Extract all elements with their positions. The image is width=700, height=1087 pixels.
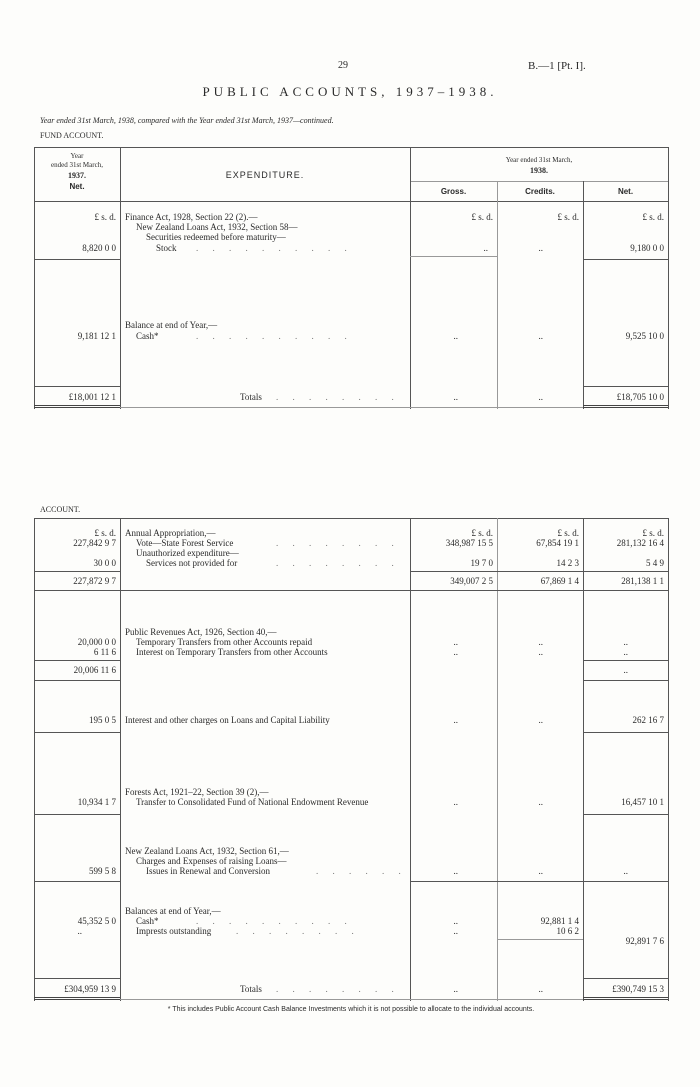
row-label: Finance Act, 1928, Section 22 (2).—: [125, 212, 258, 222]
table-cell: ..: [453, 866, 458, 876]
row-label: Securities redeemed before maturity—: [146, 232, 286, 242]
row-label: Cash*: [136, 331, 159, 341]
table-cell: 227,842 9 7: [73, 538, 116, 548]
fund-account-label: FUND ACCOUNT.: [40, 131, 104, 140]
table-cell: 281,132 16 4: [616, 538, 664, 548]
row-label: Charges and Expenses of raising Loans—: [136, 856, 287, 866]
table-cell: 6 11 6: [93, 647, 116, 657]
table-cell: 14 2 3: [556, 558, 579, 568]
table-cell: ..: [453, 331, 458, 341]
row-label: Balance at end of Year,—: [125, 320, 218, 330]
table-cell: ..: [453, 637, 458, 647]
table-cell: ..: [538, 866, 543, 876]
unit-prev: £ s. d.: [94, 212, 116, 222]
totals-net: £18,705 10 0: [616, 392, 664, 402]
table-cell: 20,000 0 0: [77, 637, 116, 647]
row-label: Unauthorized expenditure—: [136, 548, 239, 558]
subtotal-cell: 349,007 2 5: [450, 576, 493, 586]
leader-dots: . . . . . . . .: [276, 984, 400, 994]
table-cell: ..: [623, 647, 628, 657]
row-label: Temporary Transfers from other Accounts repaid: [136, 637, 313, 647]
table-cell: 10,934 1 7: [77, 797, 116, 807]
row-label: Forests Act, 1921–22, Section 39 (2),—: [125, 787, 269, 797]
table-cell: ..: [453, 916, 458, 926]
leader-dots: . . . . . . . .: [276, 558, 400, 568]
page-subtitle: Year ended 31st March, 1938, compared with the Year ended 31st March, 1937—continued.: [40, 116, 334, 125]
column-header-prev-year-line2: ended 31st March,: [51, 161, 103, 169]
document-reference: B.—1 [Pt. I].: [528, 60, 586, 72]
table-cell: 16,457 10 1: [621, 797, 664, 807]
column-header-gross: Gross.: [440, 187, 467, 196]
leader-dots: . . . . . . . . . .: [196, 916, 353, 926]
table-cell: 195 0 5: [89, 715, 116, 725]
subtotal-cell: ..: [623, 665, 628, 675]
table-cell: ..: [538, 331, 543, 341]
table-cell: ..: [453, 647, 458, 657]
column-header-prev-year: 1937.: [68, 171, 86, 180]
table-cell: 262 16 7: [632, 715, 664, 725]
subtotal-cell: 227,872 9 7: [73, 576, 116, 586]
row-label: Interest and other charges on Loans and Capital Liability: [125, 715, 330, 725]
totals-gross: ..: [453, 984, 458, 994]
row-label: New Zealand Loans Act, 1932, Section 58—: [136, 222, 298, 232]
table-cell: 8,820 0 0: [82, 243, 116, 253]
row-label: Transfer to Consolidated Fund of National Endowment Revenue: [136, 797, 369, 807]
leader-dots: . . . . . .: [316, 866, 407, 876]
row-label: Stock: [156, 243, 177, 253]
row-label: Public Revenues Act, 1926, Section 40,—: [125, 627, 277, 637]
table-cell: ..: [483, 243, 488, 253]
table-cell: ..: [77, 926, 82, 936]
table-cell: ..: [538, 637, 543, 647]
table-cell: ..: [453, 797, 458, 807]
leader-dots: . . . . . . . .: [276, 392, 400, 402]
column-header-prev-net: Net.: [69, 182, 85, 191]
totals-prev: £18,001 12 1: [68, 392, 116, 402]
unit-credits: £ s. d.: [557, 212, 579, 222]
table-cell: ..: [453, 926, 458, 936]
page-number: 29: [338, 60, 348, 71]
totals-gross: ..: [453, 392, 458, 402]
totals-credits: ..: [538, 984, 543, 994]
table-cell: ..: [538, 715, 543, 725]
table-cell: 5 4 9: [646, 558, 664, 568]
row-label: Annual Appropriation,—: [125, 528, 216, 538]
column-header-expenditure: EXPENDITURE.: [225, 170, 305, 180]
table-cell: 45,352 5 0: [77, 916, 116, 926]
leader-dots: . . . . . . . . . .: [196, 331, 353, 341]
totals-prev: £304,959 13 9: [64, 984, 116, 994]
table-cell: 30 0 0: [93, 558, 116, 568]
totals-label: Totals: [240, 392, 262, 402]
row-label: Imprests outstanding: [136, 926, 212, 936]
table-cell: ..: [623, 866, 628, 876]
column-header-prev-year-line1: Year: [70, 152, 84, 160]
subtotal-cell: 20,006 11 6: [73, 665, 116, 675]
table-cell: 348,987 15 5: [445, 538, 493, 548]
column-header-credits: Credits.: [525, 187, 555, 196]
table-cell: ..: [538, 797, 543, 807]
unit-net: £ s. d.: [642, 212, 664, 222]
row-label: New Zealand Loans Act, 1932, Section 61,—: [125, 846, 289, 856]
unit-credits: £ s. d.: [557, 528, 579, 538]
column-header-current-year-line1: Year ended 31st March,: [505, 156, 573, 164]
column-header-net: Net.: [617, 187, 634, 196]
leader-dots: . . . . . . . . . .: [196, 243, 353, 253]
table-cell: 67,854 19 1: [536, 538, 579, 548]
account-label: ACCOUNT.: [40, 505, 81, 514]
row-label: Interest on Temporary Transfers from other Accounts: [136, 647, 328, 657]
subtotal-cell: 281,138 1 1: [621, 576, 664, 586]
unit-net: £ s. d.: [642, 528, 664, 538]
table-cell: 9,180 0 0: [630, 243, 664, 253]
unit-gross: £ s. d.: [471, 528, 493, 538]
table-cell: 9,525 10 0: [625, 331, 664, 341]
unit-prev: £ s. d.: [94, 528, 116, 538]
table-cell: 92,891 7 6: [625, 936, 664, 946]
row-label: Vote—State Forest Service: [136, 538, 234, 548]
totals-credits: ..: [538, 392, 543, 402]
table-cell: 10 6 2: [556, 926, 579, 936]
table-cell: 19 7 0: [470, 558, 493, 568]
leader-dots: . . . . . . . .: [276, 538, 400, 548]
totals-label: Totals: [240, 984, 262, 994]
subtotal-cell: 67,869 1 4: [540, 576, 579, 586]
row-label: Cash*: [136, 916, 159, 926]
page-title: PUBLIC ACCOUNTS, 1937–1938.: [202, 84, 498, 99]
table-cell: 9,181 12 1: [77, 331, 116, 341]
table-cell: ..: [623, 637, 628, 647]
row-label: Services not provided for: [146, 558, 238, 568]
table-cell: ..: [538, 243, 543, 253]
table-cell: ..: [538, 647, 543, 657]
table-cell: ..: [453, 715, 458, 725]
column-header-current-year: 1938.: [530, 166, 548, 175]
table-cell: 92,881 1 4: [540, 916, 579, 926]
footnote: * This includes Public Account Cash Balance Investments which it is not possible to allocate to the individual accounts.: [167, 1006, 535, 1013]
totals-net: £390,749 15 3: [612, 984, 664, 994]
unit-gross: £ s. d.: [471, 212, 493, 222]
table-cell: 599 5 8: [89, 866, 116, 876]
leader-dots: . . . . . . . .: [236, 926, 360, 936]
row-label: Balances at end of Year,—: [125, 906, 221, 916]
row-label: Issues in Renewal and Conversion: [146, 866, 270, 876]
